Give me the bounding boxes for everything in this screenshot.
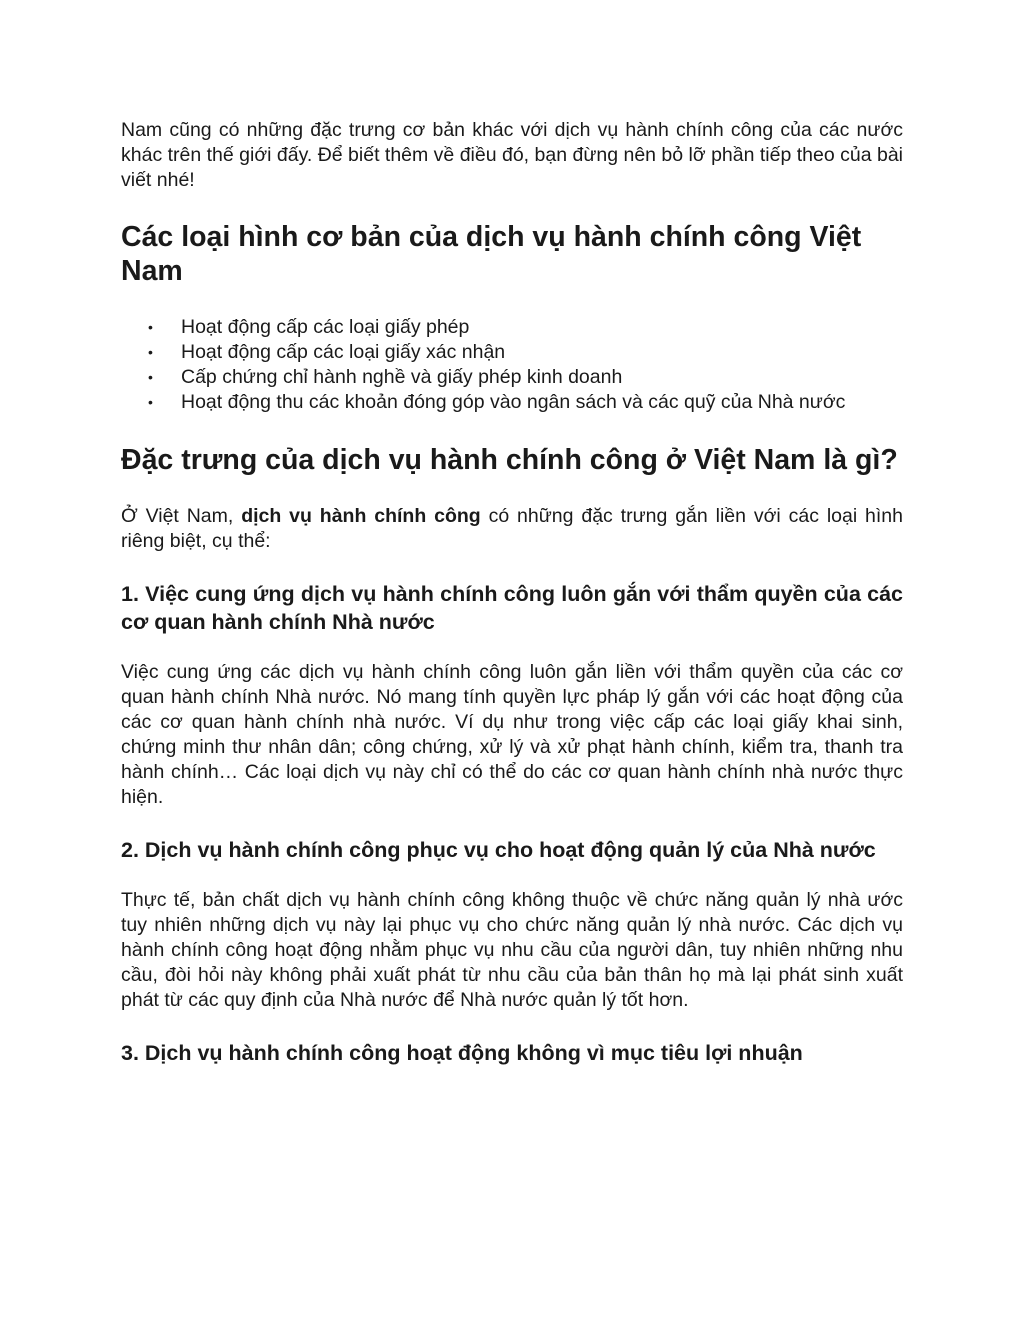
- list-item-text: Hoạt động cấp các loại giấy xác nhận: [181, 341, 506, 363]
- intro-paragraph: Nam cũng có những đặc trưng cơ bản khác với dịch vụ hành chính công của các nước khác trên thế giới đấy. Để biết thêm về điều đó, bạn đừng nên bỏ lỡ phần tiếp theo của bài viết nhé!: [121, 119, 903, 191]
- point-heading-1: 1. Việc cung ứng dịch vụ hành chính công luôn gắn với thẩm quyền của các cơ quan hành chính Nhà nước: [121, 582, 903, 634]
- point-body-1: Việc cung ứng các dịch vụ hành chính công luôn gắn liền với thẩm quyền của các cơ quan hành chính Nhà nước. Nó mang tính quyền lực pháp lý gắn với các hoạt động của các cơ quan hành chính nhà nước. Ví dụ như trong việc cấp các loại giấy khai sinh, chứng minh thư nhân dân; công chứng, xử lý và xử phạt hành chính, kiểm tra, thanh tra hành chính… Các loại dịch vụ này chỉ có thể do các cơ quan hành chính nhà nước thực hiện.: [121, 661, 903, 808]
- list-item-text: Cấp chứng chỉ hành nghề và giấy phép kinh doanh: [181, 366, 623, 388]
- characteristics-intro: [121, 504, 903, 554]
- list-item: [121, 340, 903, 365]
- intro-post-text: có những đặc trưng gắn liền với các loại hình riêng biệt, cụ thể:: [121, 505, 904, 552]
- list-item: [121, 315, 903, 340]
- list-item-text: Hoạt động cấp các loại giấy phép: [181, 316, 470, 338]
- point-heading-2: 2. Dịch vụ hành chính công phục vụ cho hoạt động quản lý của Nhà nước: [121, 838, 876, 862]
- list-item: [121, 365, 903, 390]
- intro-pre-text: Ở Việt Nam,: [121, 505, 242, 527]
- point-heading-3: 3. Dịch vụ hành chính công hoạt động không vì mục tiêu lợi nhuận: [121, 1041, 803, 1065]
- bullet-icon: •: [148, 344, 153, 360]
- intro-bold-term: dịch vụ hành chính công: [241, 505, 481, 527]
- section-heading-characteristics: Đặc trưng của dịch vụ hành chính công ở Việt Nam là gì?: [121, 444, 898, 476]
- bullet-icon: •: [148, 319, 153, 335]
- bullet-icon: •: [148, 394, 153, 410]
- section-heading-types: Các loại hình cơ bản của dịch vụ hành chính công Việt Nam: [121, 221, 862, 287]
- list-item-text: Hoạt động thu các khoản đóng góp vào ngân sách và các quỹ của Nhà nước: [181, 391, 846, 413]
- types-list: [121, 315, 903, 415]
- bullet-icon: •: [148, 369, 153, 385]
- document-page: [121, 118, 903, 1067]
- point-body-2: Thực tế, bản chất dịch vụ hành chính công không thuộc về chức năng quản lý nhà ước tuy nhiên những dịch vụ này lại phục vụ cho chức năng quản lý nhà nước. Các dịch vụ hành chính công hoạt động nhằm phục vụ nhu cầu của người dân, tuy nhiên những nhu cầu, đòi hỏi này không phải xuất phát từ nhu cầu của bản thân họ mà lại phát sinh xuất phát từ các quy định của Nhà nước để Nhà nước quản lý tốt hơn.: [121, 889, 903, 1011]
- list-item: [121, 390, 903, 415]
